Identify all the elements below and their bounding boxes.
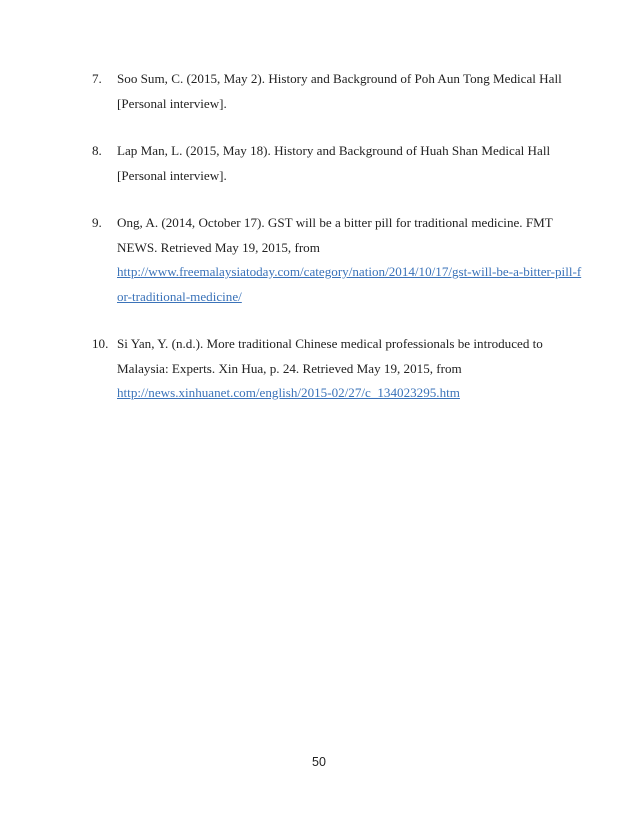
reference-item-9 [92,211,582,309]
reference-line: Si Yan, Y. (n.d.). More traditional Chinese medical professionals be introduced to [117,336,543,351]
reference-url-link[interactable]: http://www.freemalaysiatoday.com/category/nation/2014/10/17/gst-will-be-a-bitter-pill-f [117,264,582,279]
reference-item-8 [92,139,562,188]
reference-line: Lap Man, L. (2015, May 18). History and Background of Huah Shan Medical Hall [117,143,551,158]
reference-number: 9. [92,215,102,230]
reference-text [117,332,562,406]
reference-line: Malaysia: Experts. Xin Hua, p. 24. Retrieved May 19, 2015, from [117,360,462,376]
reference-text [117,67,562,116]
page-number: 50 [312,755,326,769]
reference-line: Ong, A. (2014, October 17). GST will be a bitter pill for traditional medicine. FMT [117,215,553,230]
reference-line: [Personal interview]. [117,167,227,183]
reference-item-7 [92,67,562,116]
reference-line: [Personal interview]. [117,95,227,111]
reference-item-10 [92,332,562,406]
reference-line: Soo Sum, C. (2015, May 2). History and Background of Poh Aun Tong Medical Hall [117,71,562,86]
reference-text [117,139,562,188]
reference-list [92,67,582,429]
reference-number: 10. [92,336,109,351]
reference-number: 7. [92,71,102,86]
reference-line: NEWS. Retrieved May 19, 2015, from [117,239,320,255]
reference-url-link[interactable]: http://news.xinhuanet.com/english/2015-02/27/c_134023295.htm [117,385,460,400]
reference-url-link[interactable]: or-traditional-medicine/ [117,288,242,304]
reference-text [117,211,582,309]
reference-number: 8. [92,143,102,158]
